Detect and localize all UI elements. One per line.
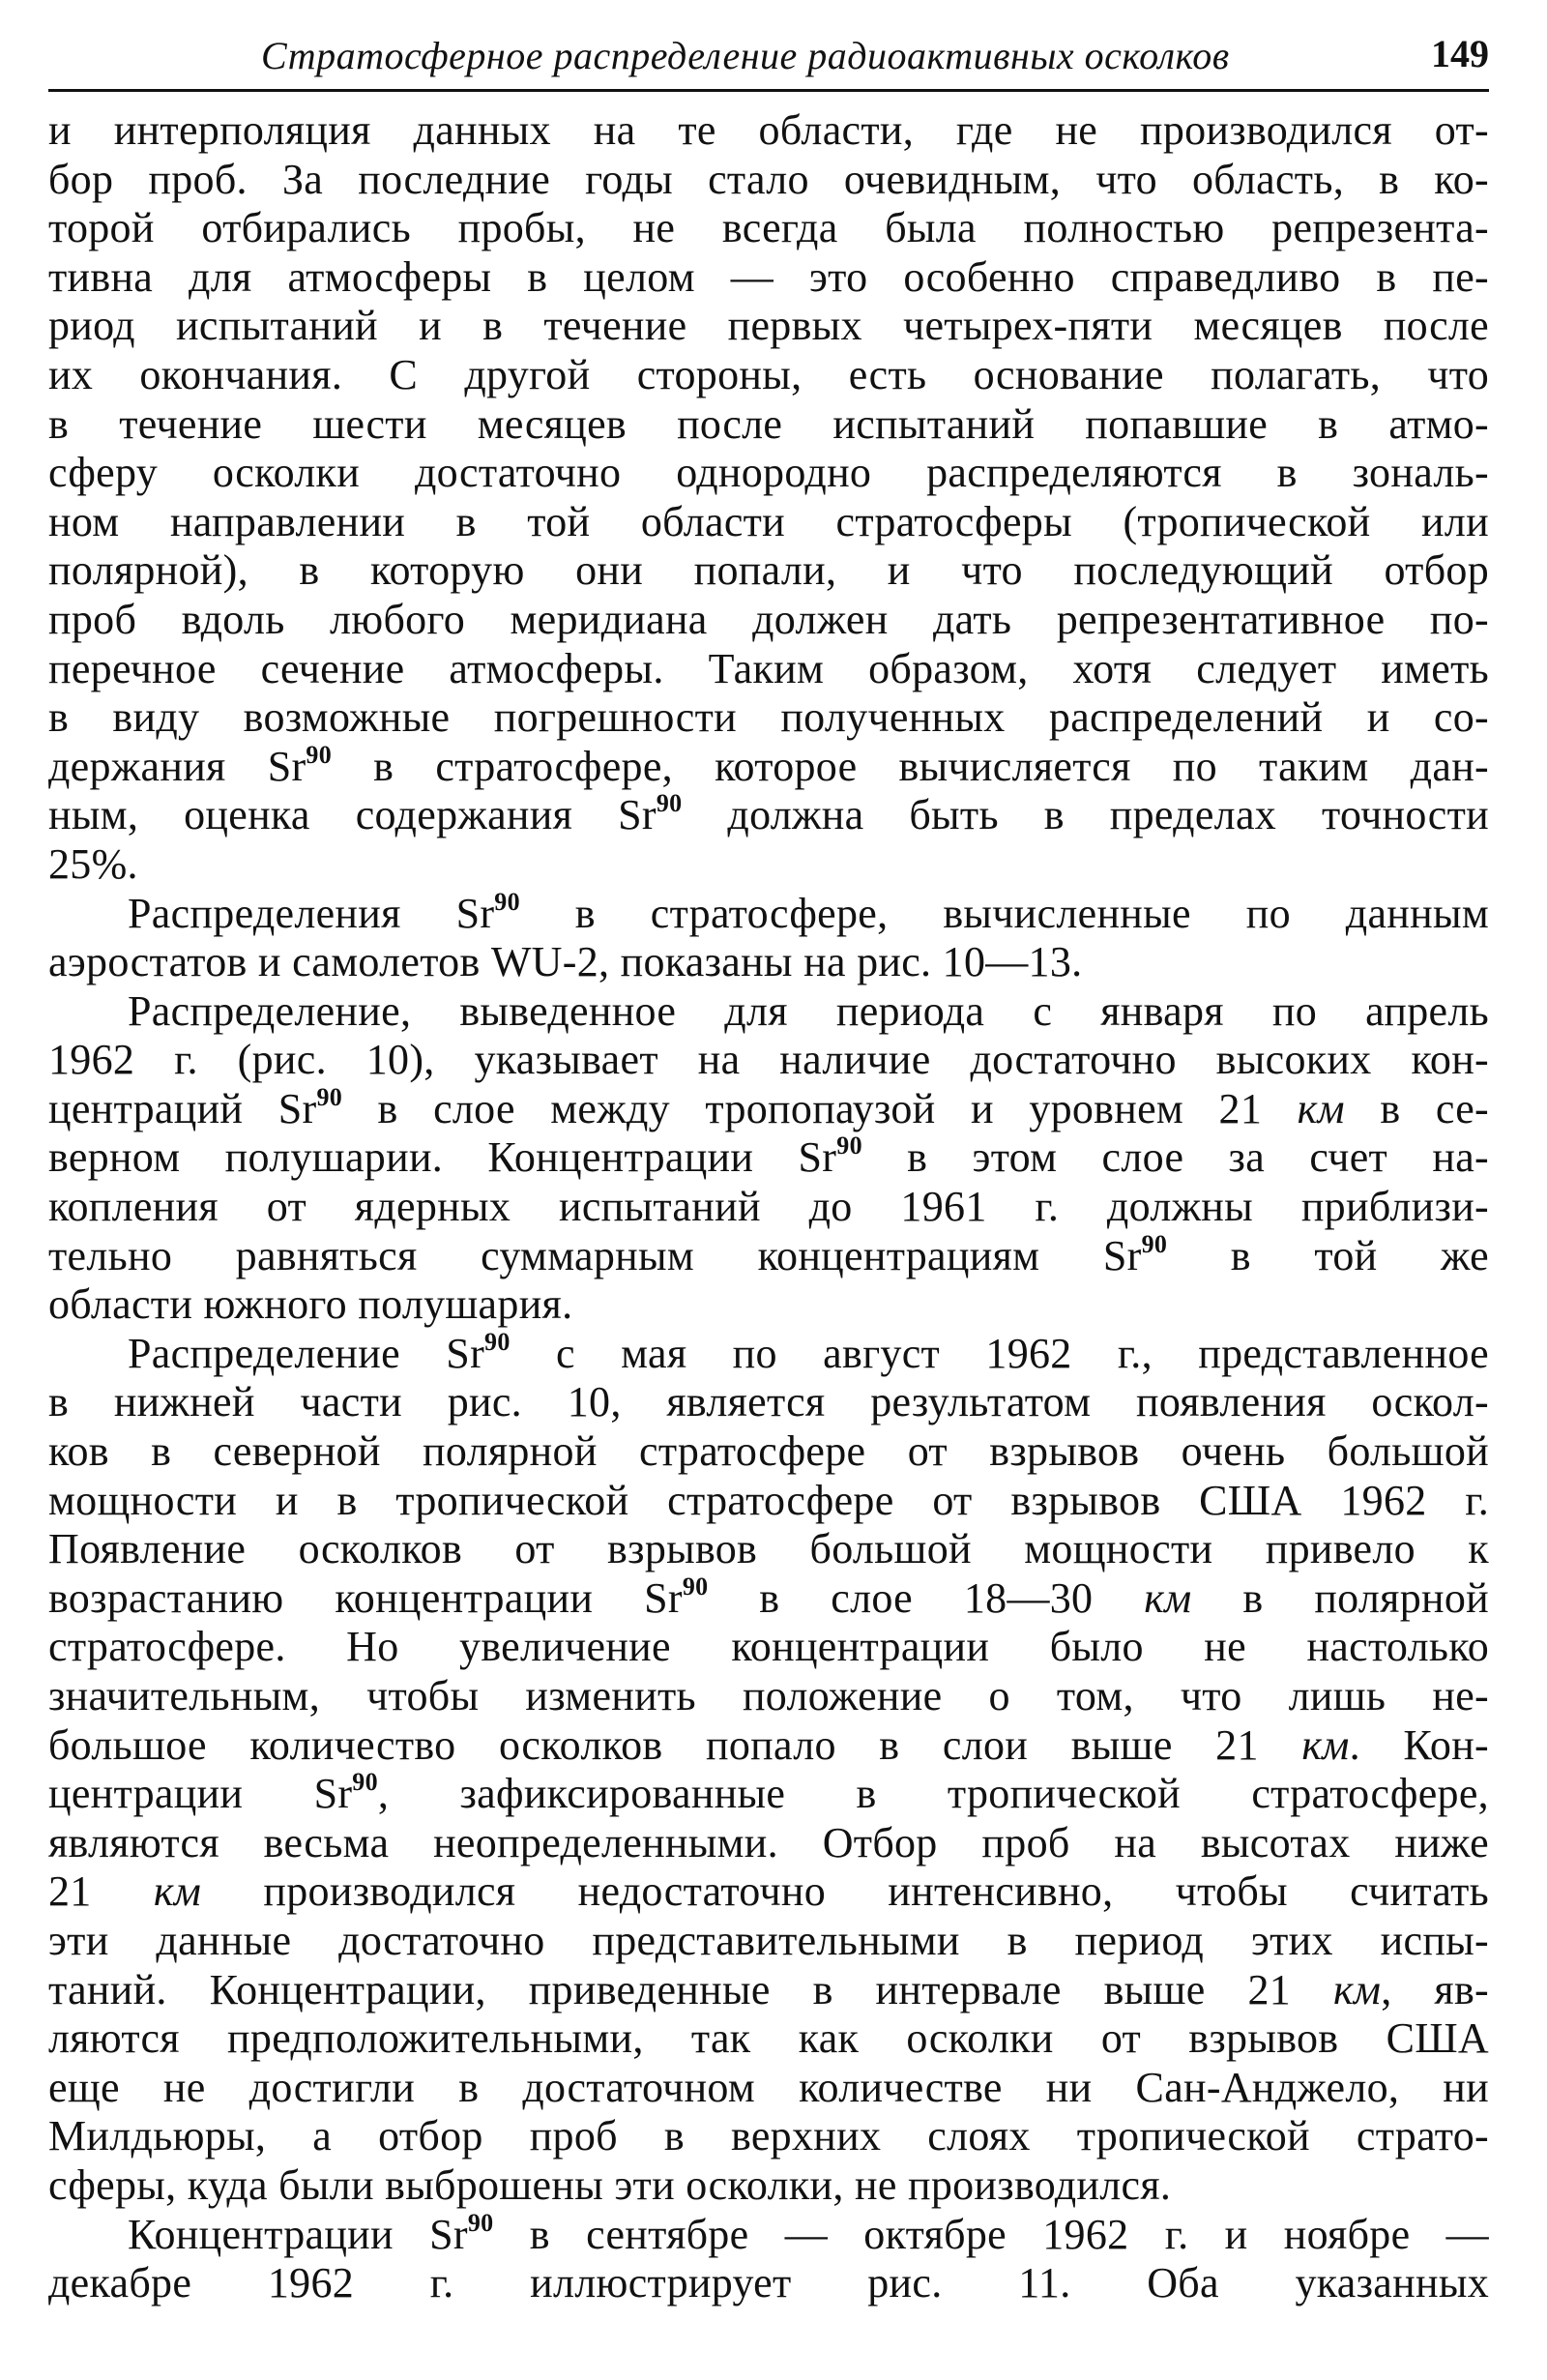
text-line: тельно равняться суммарным концентрациям Sr$^{90}$ в той же bbox=[48, 1231, 1489, 1279]
text-line: держания Sr$^{90}$ в стратосфере, которое вычисляется по таким дан- bbox=[48, 742, 1489, 790]
text-line: эти данные достаточно представительными в период этих испы- bbox=[48, 1916, 1489, 1964]
isotope-sr90: Sr$^{90}$ bbox=[429, 2210, 494, 2258]
text-line: значительным, чтобы изменить положение о том, что лишь не- bbox=[48, 1672, 1489, 1719]
text-line: тивна для атмосферы в целом — это особенно справедливо в пе- bbox=[48, 252, 1489, 301]
text-line: стратосфере. Но увеличение концентрации было не настолько bbox=[48, 1623, 1489, 1671]
isotope-sr90: Sr$^{90}$ bbox=[618, 791, 683, 839]
text-line: ляются предположительными, так как осколки от взрывов США bbox=[48, 2014, 1489, 2063]
text-line: 25%. bbox=[48, 839, 138, 888]
text-line: Концентрации Sr$^{90}$ в сентябре — октябре 1962 г. и ноябре — bbox=[128, 2210, 1489, 2258]
running-title: Стратосферное распределение радиоактивных осколков bbox=[261, 34, 1230, 77]
text-line: аэростатов и самолетов WU-2, показаны на рис. 10—13. bbox=[48, 938, 1083, 986]
text-line: копления от ядерных испытаний до 1961 г. должны приблизи- bbox=[48, 1183, 1489, 1231]
text-line: Появление осколков от взрывов большой мощности привело к bbox=[48, 1525, 1489, 1573]
text-line: бор проб. За последние годы стало очевидным, что область, в ко- bbox=[48, 155, 1489, 203]
text-line: центрации Sr$^{90}$, зафиксированные в тропической стратосфере, bbox=[48, 1770, 1489, 1818]
page-number: 149 bbox=[1431, 32, 1489, 75]
text-line: области южного полушария. bbox=[48, 1280, 573, 1329]
text-line: в нижней части рис. 10, является результатом появления оскол- bbox=[48, 1378, 1489, 1426]
body-text bbox=[48, 106, 1489, 2308]
text-line: сферы, куда были выброшены эти осколки, не производился. bbox=[48, 2160, 1172, 2209]
text-line: декабре 1962 г. иллюстрирует рис. 11. Оба указанных bbox=[48, 2259, 1489, 2307]
text-line: ном направлении в той области стратосферы (тропической или bbox=[48, 497, 1489, 545]
text-line: таний. Концентрации, приведенные в интервале выше 21 км, яв- bbox=[48, 1965, 1489, 2013]
paragraph-4 bbox=[48, 1330, 1489, 2211]
running-head bbox=[48, 31, 1489, 92]
isotope-sr90: Sr$^{90}$ bbox=[644, 1573, 709, 1622]
text-line: и интерполяция данных на те области, где не производился от- bbox=[48, 106, 1489, 154]
text-line: в виду возможные погрешности полученных распределений и со- bbox=[48, 693, 1489, 742]
isotope-sr90: Sr$^{90}$ bbox=[267, 742, 333, 790]
text-line: Распределение, выведенное для периода с января по апрель bbox=[128, 986, 1489, 1035]
text-line: 1962 г. (рис. 10), указывает на наличие достаточно высоких кон- bbox=[48, 1036, 1489, 1084]
text-line: возрастанию концентрации Sr$^{90}$ в слое 18—30 км в полярной bbox=[48, 1573, 1489, 1622]
text-line: сферу осколки достаточно однородно распределяются в зональ- bbox=[48, 449, 1489, 497]
text-line: еще не достигли в достаточном количестве ни Сан-Анджело, ни bbox=[48, 2063, 1489, 2111]
isotope-sr90: Sr$^{90}$ bbox=[313, 1770, 378, 1818]
isotope-sr90: Sr$^{90}$ bbox=[798, 1133, 862, 1182]
text-line: торой отбирались пробы, не всегда была полностью репрезента- bbox=[48, 204, 1489, 252]
text-line: ным, оценка содержания Sr$^{90}$ должна быть в пределах точности bbox=[48, 791, 1489, 839]
text-line: полярной), в которую они попали, и что последующий отбор bbox=[48, 546, 1489, 595]
isotope-sr90: Sr$^{90}$ bbox=[1102, 1231, 1168, 1279]
text-line: в течение шести месяцев после испытаний попавшие в атмо- bbox=[48, 399, 1489, 448]
text-line: 21 км производился недостаточно интенсивно, чтобы считать bbox=[48, 1867, 1489, 1916]
text-line: Милдьюры, а отбор проб в верхних слоях тропической страто- bbox=[48, 2112, 1489, 2160]
text-line: центраций Sr$^{90}$ в слое между тропопаузой и уровнем 21 км в се- bbox=[48, 1084, 1489, 1132]
isotope-sr90: Sr$^{90}$ bbox=[446, 1329, 511, 1377]
text-line: перечное сечение атмосферы. Таким образом, хотя следует иметь bbox=[48, 644, 1489, 692]
text-line: риод испытаний и в течение первых четырех-пяти месяцев после bbox=[48, 302, 1489, 350]
paragraph-5 bbox=[48, 2211, 1489, 2308]
text-line: их окончания. С другой стороны, есть основание полагать, что bbox=[48, 350, 1489, 398]
paragraph-3 bbox=[48, 987, 1489, 1330]
text-line: проб вдоль любого меридиана должен дать репрезентативное по- bbox=[48, 595, 1489, 643]
paragraph-1 bbox=[48, 106, 1489, 890]
text-line: Распределение Sr$^{90}$ с мая по август 1962 г., представленное bbox=[128, 1329, 1489, 1377]
text-line: Распределения Sr$^{90}$ в стратосфере, вычисленные по данным bbox=[128, 889, 1489, 937]
text-line: большое количество осколков попало в слои выше 21 км. Кон- bbox=[48, 1720, 1489, 1769]
text-line: верном полушарии. Концентрации Sr$^{90}$ в этом слое за счет на- bbox=[48, 1133, 1489, 1182]
text-line: ков в северной полярной стратосфере от взрывов очень большой bbox=[48, 1427, 1489, 1476]
text-line: являются весьма неопределенными. Отбор проб на высотах ниже bbox=[48, 1818, 1489, 1866]
text-line: мощности и в тропической стратосфере от взрывов США 1962 г. bbox=[48, 1476, 1489, 1524]
isotope-sr90: Sr$^{90}$ bbox=[277, 1084, 343, 1132]
paragraph-2 bbox=[48, 890, 1489, 987]
isotope-sr90: Sr$^{90}$ bbox=[455, 889, 520, 937]
